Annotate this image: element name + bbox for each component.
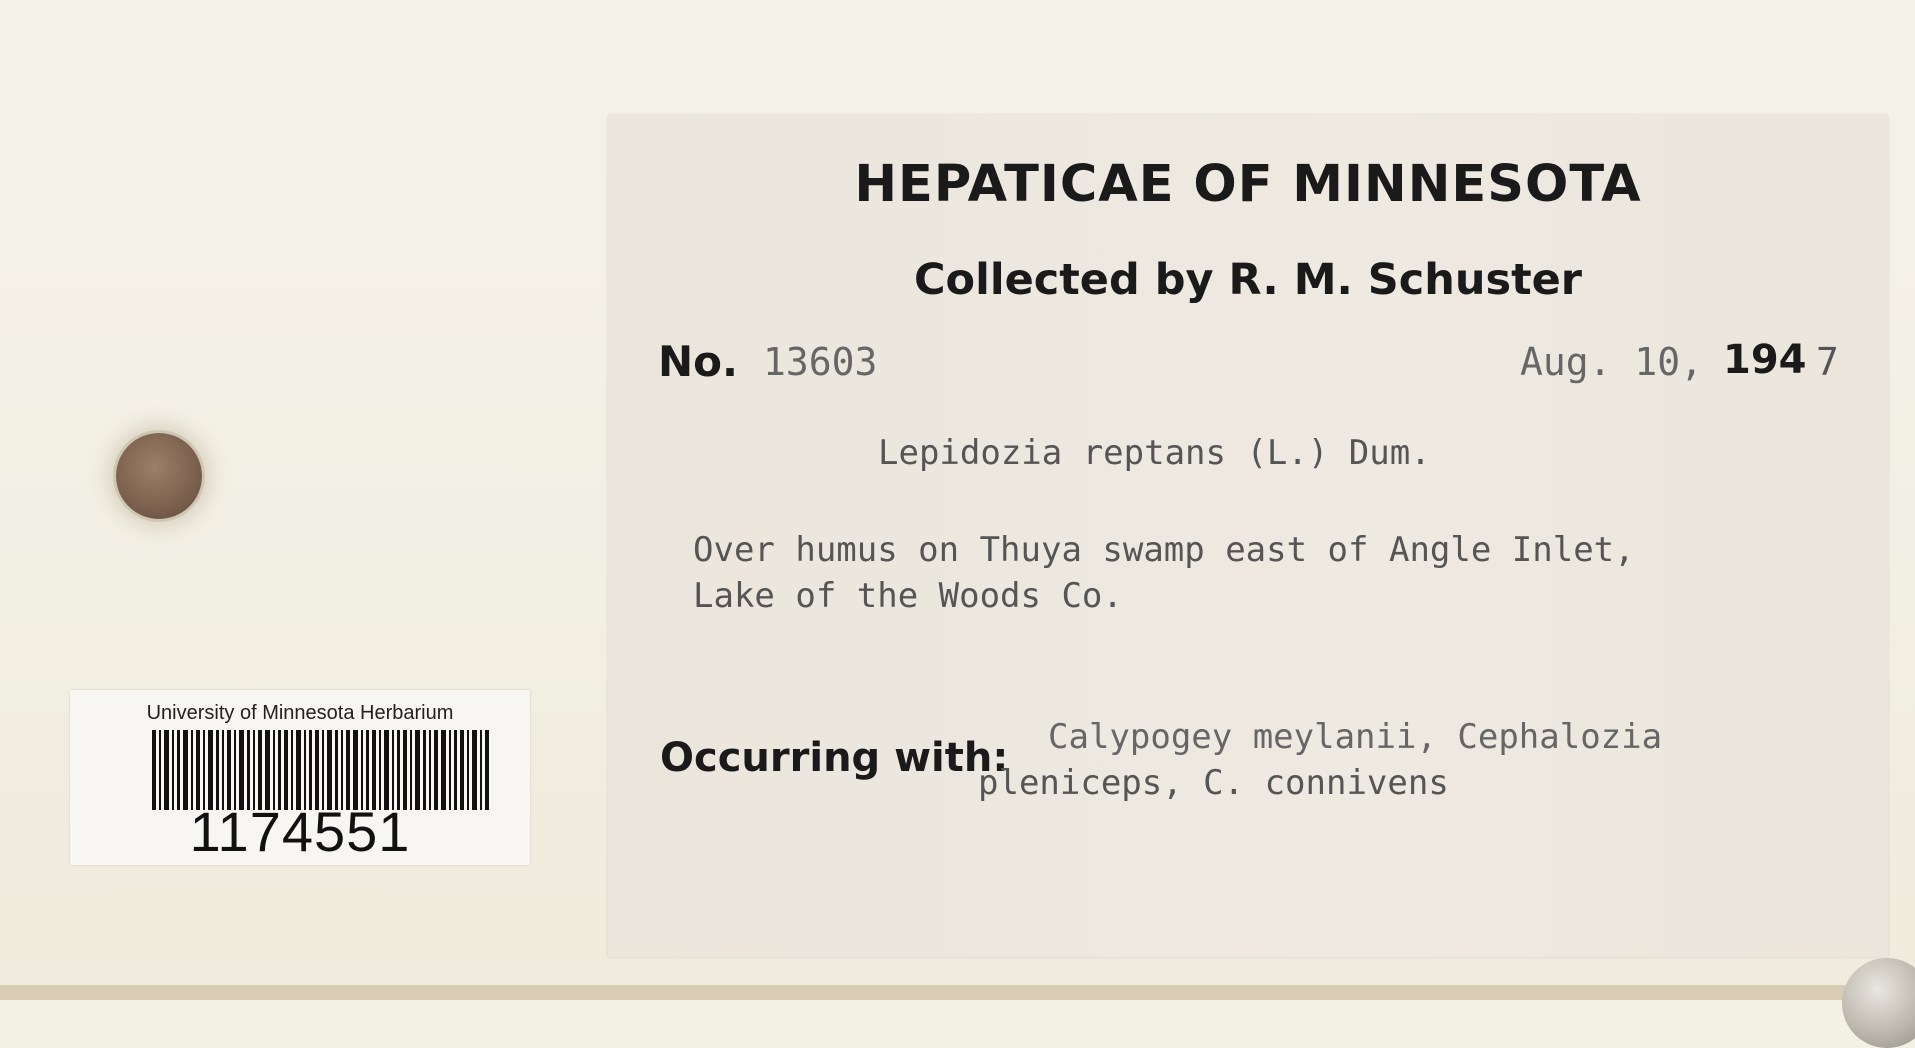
occurring-with-label: Occurring with:	[660, 735, 1009, 781]
collector-line: Collected by R. M. Schuster	[914, 255, 1582, 305]
pin-icon	[116, 433, 202, 519]
species-name: Lepidozia reptans (L.) Dum.	[878, 433, 1431, 473]
barcode-icon	[152, 730, 492, 810]
habitat-line-2: Lake of the Woods Co.	[693, 576, 1123, 616]
occurring-with-line-1: Calypogey meylanii, Cephalozia	[1048, 717, 1663, 757]
occurring-with-line-2: pleniceps, C. connivens	[978, 763, 1449, 803]
corner-pin-icon	[1842, 958, 1915, 1048]
label-heading: HEPATICAE OF MINNESOTA	[854, 155, 1642, 214]
collection-number-value: 13603	[763, 340, 878, 384]
collection-date-year-printed: 194	[1723, 337, 1807, 383]
barcode-institution: University of Minnesota Herbarium	[146, 702, 454, 724]
habitat-line-1: Over humus on Thuya swamp east of Angle Inlet,	[693, 530, 1635, 570]
bottom-edge-strip	[0, 985, 1915, 1000]
habitat-description	[693, 527, 1843, 619]
collection-date-typed: Aug. 10,	[1520, 340, 1704, 384]
collection-number-label: No.	[658, 337, 738, 386]
barcode-label	[70, 690, 530, 865]
specimen-label	[608, 115, 1888, 957]
barcode-number: 1174551	[189, 800, 411, 863]
collection-date-year-digit: 7	[1816, 340, 1839, 384]
